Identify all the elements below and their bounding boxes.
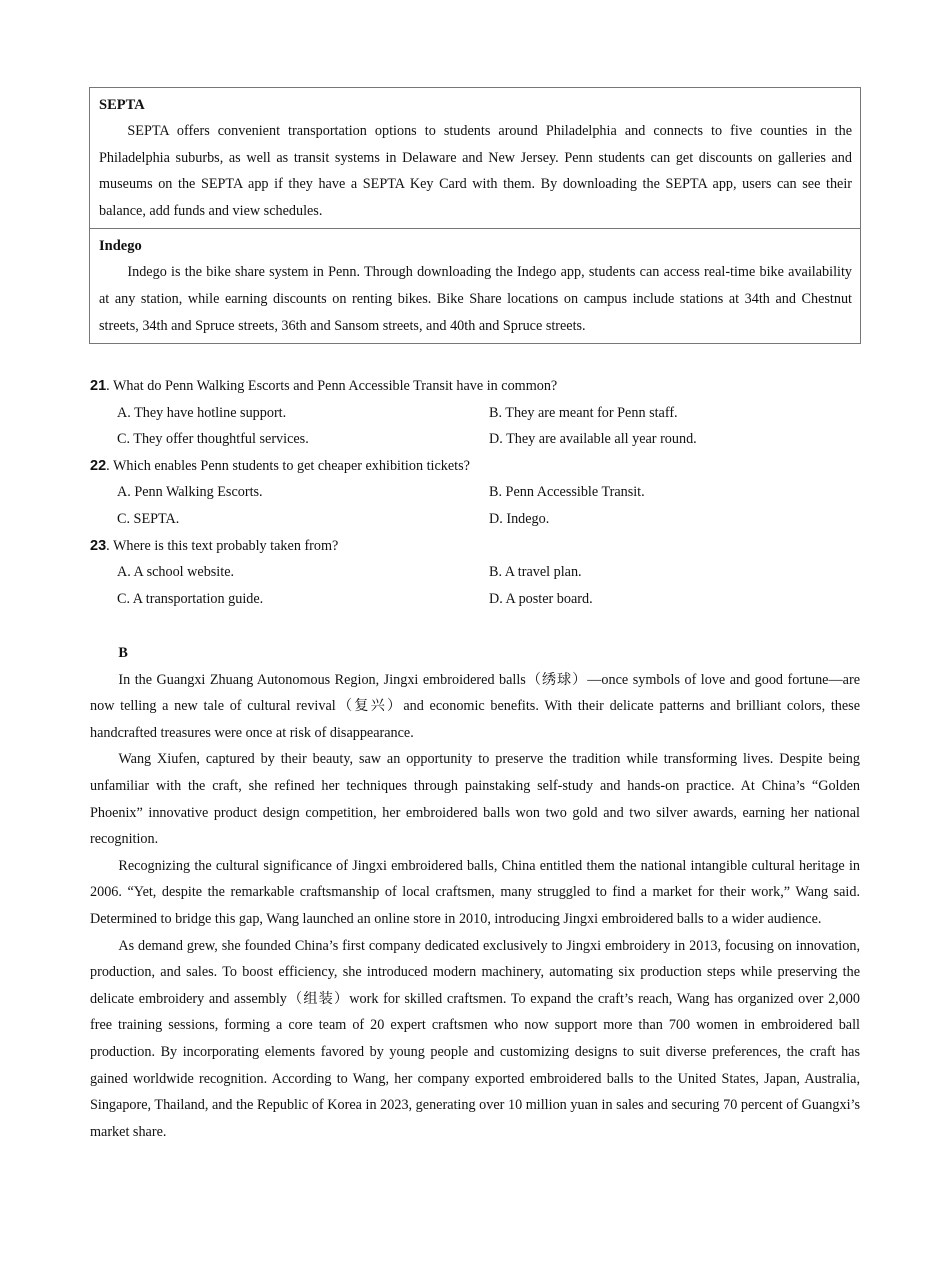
question-21: [90, 373, 860, 453]
paragraph: Wang Xiufen, captured by their beauty, saw an opportunity to preserve the tradition while transforming lives. Despite being unfamiliar with the craft, she refined her techniques through painstaking self-study and hands-on practice. At China’s “Golden Phoenix” innovative product design competition, her embroidered balls won two gold and two silver awards, earning her national recognition.: [90, 751, 860, 848]
info-table: [89, 87, 861, 344]
option-b: B. A travel plan.: [489, 564, 582, 581]
questions: [90, 373, 860, 612]
question-text: . Where is this text probably taken from?: [106, 537, 339, 554]
question-23: [90, 533, 860, 613]
question-number: 22: [90, 457, 107, 474]
paragraph: As demand grew, she founded China’s first company dedicated exclusively to Jingxi embroidery in 2013, focusing on innovation, production, and sales. To boost efficiency, she introduced modern machinery, automating six production steps while preserving the delicate embroidery and assembly（组装）work for skilled craftsmen. To expand the craft’s reach, Wang has organized over 2,000 free training sessions, forming a core team of 20 expert craftsmen who now support more than 700 women in embroidered ball production. By incorporating elements favored by young people and customizing designs to suit diverse preferences, the craft has gained worldwide recognition. According to Wang, her company exported embroidered balls to the United States, Japan, Australia, Singapore, Thailand, and the Republic of Korea in 2023, generating over 10 million yuan in sales and securing 70 percent of Guangxi’s market share.: [90, 937, 860, 1140]
option-b: B. They are meant for Penn staff.: [489, 404, 678, 421]
question-text: . What do Penn Walking Escorts and Penn Accessible Transit have in common?: [106, 378, 558, 394]
option-c: C. SEPTA.: [117, 510, 180, 527]
indego-title: Indego: [99, 238, 142, 255]
option-c: C. A transportation guide.: [117, 590, 264, 607]
septa-title: SEPTA: [99, 97, 145, 113]
question-number: 23: [90, 537, 107, 554]
question-22: [90, 453, 860, 533]
option-d: D. They are available all year round.: [489, 431, 697, 448]
question-text: . Which enables Penn students to get cheaper exhibition tickets?: [106, 457, 470, 474]
indego-section: [90, 228, 860, 343]
passage-b: [90, 640, 860, 1145]
option-b: B. Penn Accessible Transit.: [489, 484, 645, 501]
paragraph: Recognizing the cultural significance of Jingxi embroidered balls, China entitled them the national intangible cultural heritage in 2006. “Yet, despite the remarkable craftsmanship of local craftsmen, many struggled to find a market for their work,” Wang said. Determined to bridge this gap, Wang launched an online store in 2010, introducing Jingxi embroidered balls to a wider audience.: [90, 857, 860, 927]
option-c: C. They offer thoughtful services.: [117, 431, 309, 448]
indego-text: Indego is the bike share system in Penn. Through downloading the Indego app, students can access real-time bike availability at any station, while earning discounts on renting bikes. Bike Share locations on campus include stations at 34th and Chestnut streets, 34th and Spruce streets, 36th and Sansom streets, and 40th and Spruce streets.: [99, 264, 852, 334]
option-a: A. They have hotline support.: [117, 404, 287, 421]
option-a: A. Penn Walking Escorts.: [117, 484, 263, 501]
option-d: D. Indego.: [489, 510, 550, 527]
option-d: D. A poster board.: [489, 590, 593, 607]
septa-section: [90, 88, 860, 228]
question-number: 21: [90, 378, 107, 394]
section-label: B: [118, 645, 128, 661]
septa-text: SEPTA offers convenient transportation options to students around Philadelphia and connects to five counties in the Philadelphia suburbs, as well as transit systems in Delaware and New Jersey. Penn students can get discounts on galleries and museums on the SEPTA app if they have a SEPTA Key Card with them. By downloading the SEPTA app, users can see their balance, add funds and view schedules.: [99, 123, 852, 219]
option-a: A. A school website.: [117, 564, 235, 581]
paragraph: In the Guangxi Zhuang Autonomous Region, Jingxi embroidered balls（绣球）—once symbols of love and good fortune—are now telling a new tale of cultural revival（复兴）and economic benefits. With their delicate patterns and brilliant colors, these handcrafted treasures were once at risk of disappearance.: [90, 671, 860, 741]
